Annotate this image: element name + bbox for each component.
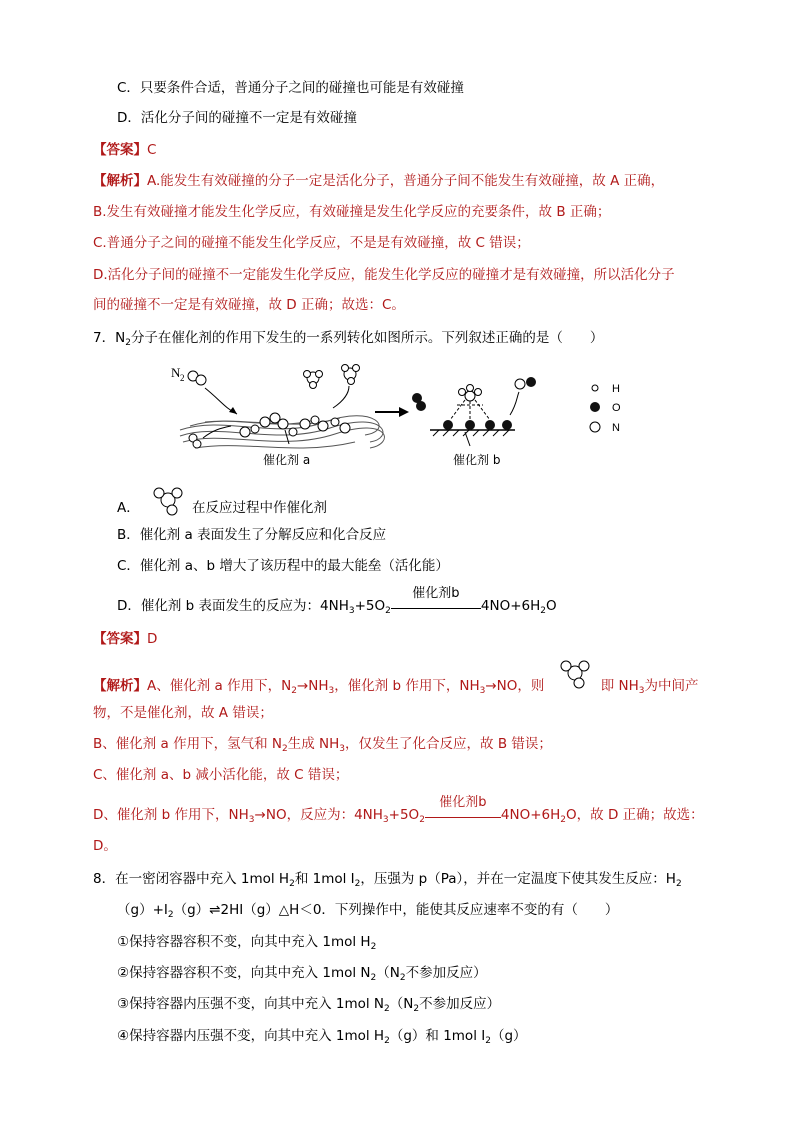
item-text: ②保持容器容积不变，向其中充入 1mol N — [117, 965, 371, 981]
q6-analysis-line-5: 间的碰撞不一定是有效碰撞，故 D 正确；故选：C。 — [93, 297, 405, 313]
catalyst-b-hatch — [433, 430, 509, 436]
q8-item-4 — [117, 1026, 527, 1051]
sub: 3 — [248, 815, 255, 825]
sub: 2 — [399, 973, 406, 983]
legend-o: O — [612, 402, 621, 414]
sub: 2 — [167, 910, 174, 920]
q8-item-3 — [117, 994, 500, 1019]
n2-label: N — [171, 365, 181, 380]
sub: 2 — [282, 744, 288, 754]
analysis-text: +5O — [388, 807, 420, 823]
q7-stem — [93, 328, 603, 353]
catalyst-b-nh3 — [459, 385, 482, 402]
q8-stem-line-2 — [117, 900, 618, 925]
analysis-text: →NO，则 — [485, 678, 545, 694]
analysis-text: 4NO+6H — [500, 807, 561, 823]
analysis-text: →NH — [296, 678, 329, 694]
sub: 2 — [560, 815, 567, 825]
q7-option-d — [117, 586, 557, 621]
arrow-out-nh3 — [333, 386, 349, 408]
legend-h-icon — [592, 385, 598, 391]
legend — [590, 383, 621, 434]
catalyst-a-label: 催化剂 a — [263, 453, 311, 467]
arrow-out-no — [510, 392, 519, 415]
analysis-text: A.能发生有效碰撞的分子一定是活化分子，普通分子间不能发生有效碰撞，故 A 正确， — [147, 173, 665, 189]
q6-analysis-line-2: B.发生有效碰撞才能发生化学反应，有效碰撞是发生化学反应的充要条件，故 B 正确； — [93, 204, 611, 220]
sub: 2 — [485, 1036, 491, 1046]
eq-sub: 2 — [385, 606, 391, 616]
q7-analysis-line-5 — [93, 795, 704, 830]
pointer-b — [465, 432, 470, 446]
catalyst-b-label: 催化剂 b — [453, 453, 501, 467]
eq-sub: 2 — [540, 606, 546, 616]
option-text: 在反应过程中作催化剂 — [192, 500, 328, 516]
item-text: 不参加反应） — [405, 965, 487, 981]
legend-o-icon — [590, 402, 600, 412]
analysis-text: D、催化剂 b 作用下，NH — [93, 807, 249, 823]
q6-analysis-line-3: C.普通分子之间的碰撞不能发生化学反应，不是是有效碰撞，故 C 错误； — [93, 235, 530, 251]
sub: 3 — [638, 686, 645, 696]
nh3-molecule-icon — [555, 660, 595, 690]
sub: 3 — [479, 686, 486, 696]
analysis-text: ，仅发生了化合反应，故 B 错误； — [345, 736, 552, 752]
answer-value: D — [147, 631, 158, 647]
q6-option-d: D．活化分子间的碰撞不一定是有效碰撞 — [117, 110, 357, 126]
legend-n: N — [612, 422, 620, 434]
analysis-text: 为中间产 — [644, 678, 699, 694]
reaction-condition — [425, 795, 501, 825]
q7-analysis-line-6: D。 — [93, 838, 117, 854]
q7-stem-post: 分子在催化剂的作用下发生的一系列转化如图所示。下列叙述正确的是（ ） — [130, 330, 604, 346]
nh3-molecule-2 — [342, 365, 360, 385]
q7-option-b: B．催化剂 a 表面发生了分解反应和化合反应 — [117, 527, 387, 543]
stem-text: 和 1mol I — [294, 871, 355, 887]
q8-stem-line-1 — [93, 869, 682, 894]
analysis-text: →NO，反应为：4NH — [254, 807, 383, 823]
answer-tag: 【答案】 — [93, 631, 147, 647]
h2-molecule — [189, 434, 201, 448]
equals-bar — [425, 817, 501, 818]
analysis-text: O，故 D 正确；故选： — [566, 807, 704, 823]
sub: 2 — [384, 1036, 390, 1046]
equals-bar — [391, 608, 481, 609]
item-text: （N — [376, 965, 400, 981]
pointer-a — [285, 430, 289, 444]
answer-value: C — [147, 142, 157, 158]
sub: 3 — [382, 815, 389, 825]
sub: 2 — [289, 879, 295, 889]
sub: 2 — [413, 1004, 420, 1014]
nh3-molecule-icon — [148, 487, 188, 517]
analysis-text: 即 NH — [600, 678, 639, 694]
q7-option-c: C．催化剂 a、b 增大了该历程中的最大能垒（活化能） — [117, 558, 449, 574]
n2-sub: 2 — [180, 373, 185, 383]
catalyst-a-particles — [240, 413, 350, 437]
legend-n-icon — [590, 422, 600, 432]
q7-analysis-line-3 — [93, 734, 552, 759]
q7-stem-pre: 7．N — [93, 330, 126, 346]
q6-analysis-line-1 — [93, 171, 664, 191]
eq-text: D．催化剂 b 表面发生的反应为：4NH — [117, 598, 349, 614]
item-text: （g）和 1mol I — [389, 1028, 486, 1044]
sub: 2 — [370, 973, 377, 983]
catalysis-diagram — [165, 360, 635, 472]
q7-answer — [93, 629, 157, 649]
q6-option-c: C．只要条件合适，普通分子之间的碰撞也可能是有效碰撞 — [117, 80, 464, 96]
analysis-text: 生成 NH — [287, 736, 340, 752]
stem-text: （g）⇌2HI（g）△H＜0．下列操作中，能使其反应速率不变的有（ ） — [173, 902, 619, 918]
sub: 3 — [328, 686, 335, 696]
arrow-head — [229, 407, 237, 414]
transition-arrow-head — [399, 407, 409, 417]
catalyst-b-o-atoms — [443, 420, 512, 430]
catalyst-text: 催化剂b — [412, 586, 460, 601]
q7-stem-sub: 2 — [125, 338, 131, 348]
item-text: ③保持容器内压强不变，向其中充入 1mol N — [117, 996, 385, 1012]
sub: 2 — [675, 879, 682, 889]
sub: 2 — [291, 686, 297, 696]
eq-text: 4NO+6H — [480, 598, 541, 614]
q7-analysis-line-4: C、催化剂 a、b 减小活化能，故 C 错误； — [93, 767, 349, 783]
item-text: ①保持容器容积不变，向其中充入 1mol H — [117, 934, 371, 950]
sub: 2 — [419, 815, 425, 825]
analysis-tag: 【解析】 — [93, 678, 147, 694]
catalyst-text: 催化剂b — [439, 795, 487, 810]
eq-text: +5O — [354, 598, 386, 614]
q7-analysis-line-2: 物，不是催化剂，故 A 错误； — [93, 705, 273, 721]
n2-molecule — [188, 371, 206, 385]
stem-text: 8．在一密闭容器中充入 1mol H — [93, 871, 290, 887]
eq-sub: 3 — [348, 606, 355, 616]
reaction-condition — [391, 586, 481, 616]
q6-analysis-line-4: D.活化分子间的碰撞不一定能发生化学反应，能发生化学反应的碰撞才是有效碰撞，所以活化分子 — [93, 267, 675, 283]
q8-item-1 — [117, 932, 376, 957]
q8-item-2 — [117, 963, 487, 988]
q7-analysis-line-1 — [93, 676, 699, 701]
nh3-molecule-1 — [304, 371, 323, 389]
option-label: A． — [117, 500, 140, 516]
catalyst-b-dashes — [450, 400, 490, 420]
eq-text: O — [546, 598, 557, 614]
item-text: （g） — [490, 1028, 527, 1044]
sub: 2 — [370, 942, 377, 952]
q6-answer — [93, 140, 156, 160]
analysis-text: ，催化剂 b 作用下，NH — [334, 678, 480, 694]
q7-option-a — [117, 498, 327, 518]
sub: 2 — [384, 1004, 390, 1014]
catalysis-figure — [165, 360, 635, 472]
sub: 2 — [354, 879, 361, 889]
o2-molecule — [412, 393, 426, 411]
analysis-text: B、催化剂 a 作用下，氢气和 N — [93, 736, 283, 752]
answer-tag: 【答案】 — [93, 142, 147, 158]
sub: 3 — [339, 744, 346, 754]
item-text: （N — [389, 996, 414, 1012]
legend-h: H — [612, 383, 620, 395]
analysis-text: A、催化剂 a 作用下，N — [147, 678, 292, 694]
item-text: 不参加反应） — [419, 996, 501, 1012]
stem-text: （g）+I — [117, 902, 168, 918]
no-molecule — [515, 377, 536, 389]
stem-text: ，压强为 p（Pa），并在一定温度下使其发生反应：H — [360, 871, 676, 887]
analysis-tag: 【解析】 — [93, 173, 147, 189]
item-text: ④保持容器内压强不变，向其中充入 1mol H — [117, 1028, 385, 1044]
